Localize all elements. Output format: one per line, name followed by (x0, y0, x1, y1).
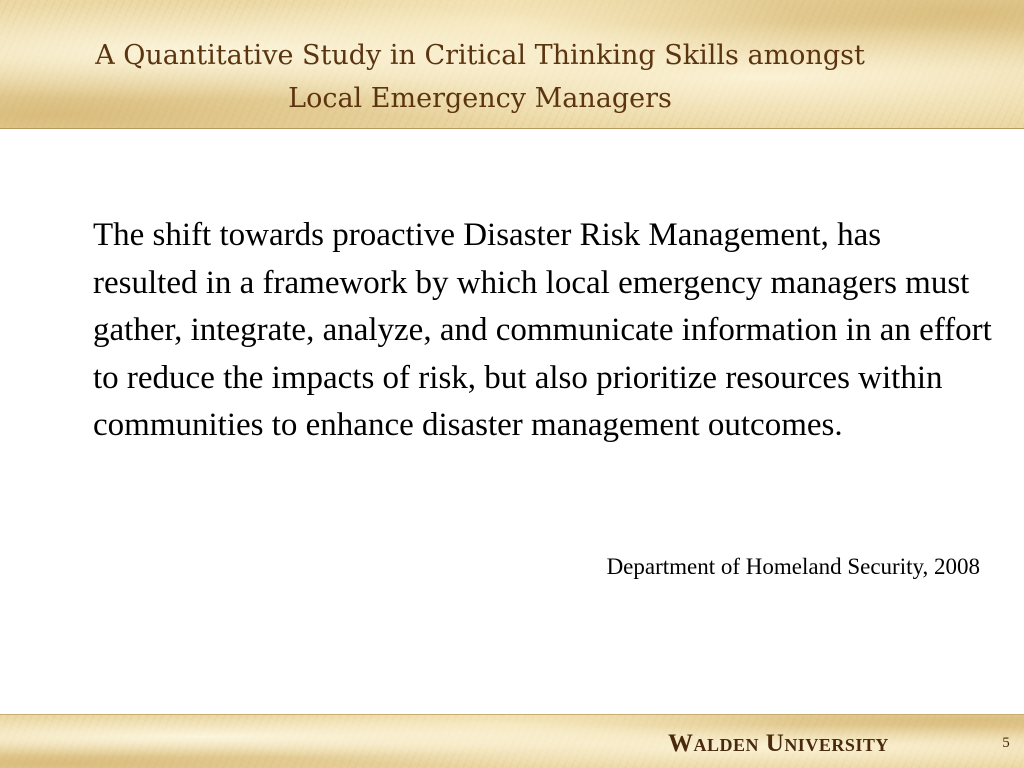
slide-title-line-2: Local Emergency Managers (288, 83, 672, 114)
slide-title-line-1: A Quantitative Study in Critical Thinking Skills amongst (95, 40, 865, 71)
walden-university-logo: Walden University (668, 730, 889, 757)
page-number: 5 (1002, 735, 1010, 751)
quote-attribution: Department of Homeland Security, 2008 (606, 554, 980, 579)
slide-title (30, 34, 930, 120)
quote-text: The shift towards proactive Disaster Risk Management, has resulted in a framework by which local emergency managers must gather, integrate, analyze, and communicate information in an effort to reduce the impacts of risk, but also prioritize resources within communities to enhance disaster management outcomes. (93, 217, 992, 443)
